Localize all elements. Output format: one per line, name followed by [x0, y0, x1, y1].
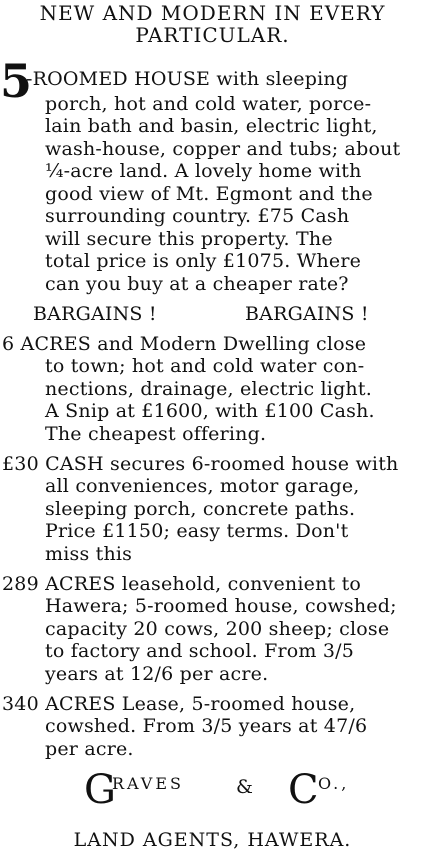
footer-initial-c: C — [288, 767, 319, 813]
listing-1-line-2: to town; hot and cold water con- — [45, 355, 365, 377]
house-ad-line-3: lain bath and basin, electric light, — [45, 115, 378, 137]
house-ad-line-10: can you buy at a cheaper rate? — [45, 273, 349, 295]
listing-1-line-4: A Snip at £1600, with £100 Cash. — [45, 400, 375, 422]
listing-3-line-1: 289 ACRES leasehold, convenient to — [2, 573, 362, 595]
listing-3-line-4: to factory and school. From 3/5 — [45, 640, 355, 662]
footer-o: O., — [318, 774, 350, 793]
listing-2-line-3: sleeping porch, concrete paths. — [45, 498, 356, 520]
house-ad-line-8: will secure this property. The — [45, 228, 333, 250]
house-ad-line-6: good view of Mt. Egmont and the — [45, 183, 373, 205]
bargains-right: BARGAINS ! — [245, 303, 369, 325]
bargains-left: BARGAINS ! — [33, 303, 157, 325]
drop-cap: 5 — [0, 54, 33, 108]
listing-3-line-3: capacity 20 cows, 200 sheep; close — [45, 618, 390, 640]
listing-4-line-3: per acre. — [45, 738, 134, 760]
listing-2-line-4: Price £1150; easy terms. Don't — [45, 520, 349, 542]
house-ad-line-9: total price is only £1075. Where — [45, 250, 362, 272]
footer-land-agents: LAND AGENTS, HAWERA. — [73, 829, 352, 851]
footer-raves: RAVES — [112, 774, 184, 793]
house-ad-line-4: wash-house, copper and tubs; about — [45, 138, 401, 160]
listing-3-line-5: years at 12/6 per acre. — [45, 663, 269, 685]
listing-3-line-2: Hawera; 5-roomed house, cowshed; — [45, 595, 397, 617]
footer-initial-g: G — [84, 767, 117, 813]
house-ad-line-5: ¼-acre land. A lovely home with — [45, 160, 362, 182]
listing-1-line-3: nections, drainage, electric light. — [45, 378, 372, 400]
listing-4-line-2: cowshed. From 3/5 years at 47/6 — [45, 715, 368, 737]
listing-1-line-5: The cheapest offering. — [45, 423, 267, 445]
listing-2-line-1: £30 CASH secures 6-roomed house with — [2, 453, 399, 475]
listing-2-line-5: miss this — [45, 543, 133, 565]
house-ad-line-2: porch, hot and cold water, porce- — [45, 93, 372, 115]
headline-line-2: PARTICULAR. — [135, 23, 290, 47]
footer-ampersand: & — [236, 776, 254, 798]
house-ad-line-1: -ROOMED HOUSE with sleeping — [26, 68, 349, 90]
listing-4-line-1: 340 ACRES Lease, 5-roomed house, — [2, 693, 356, 715]
listing-1-line-1: 6 ACRES and Modern Dwelling close — [2, 333, 367, 355]
house-ad-line-7: surrounding country. £75 Cash — [45, 205, 350, 227]
listing-2-line-2: all conveniences, motor garage, — [45, 475, 360, 497]
headline-line-1: NEW AND MODERN IN EVERY — [39, 1, 386, 25]
